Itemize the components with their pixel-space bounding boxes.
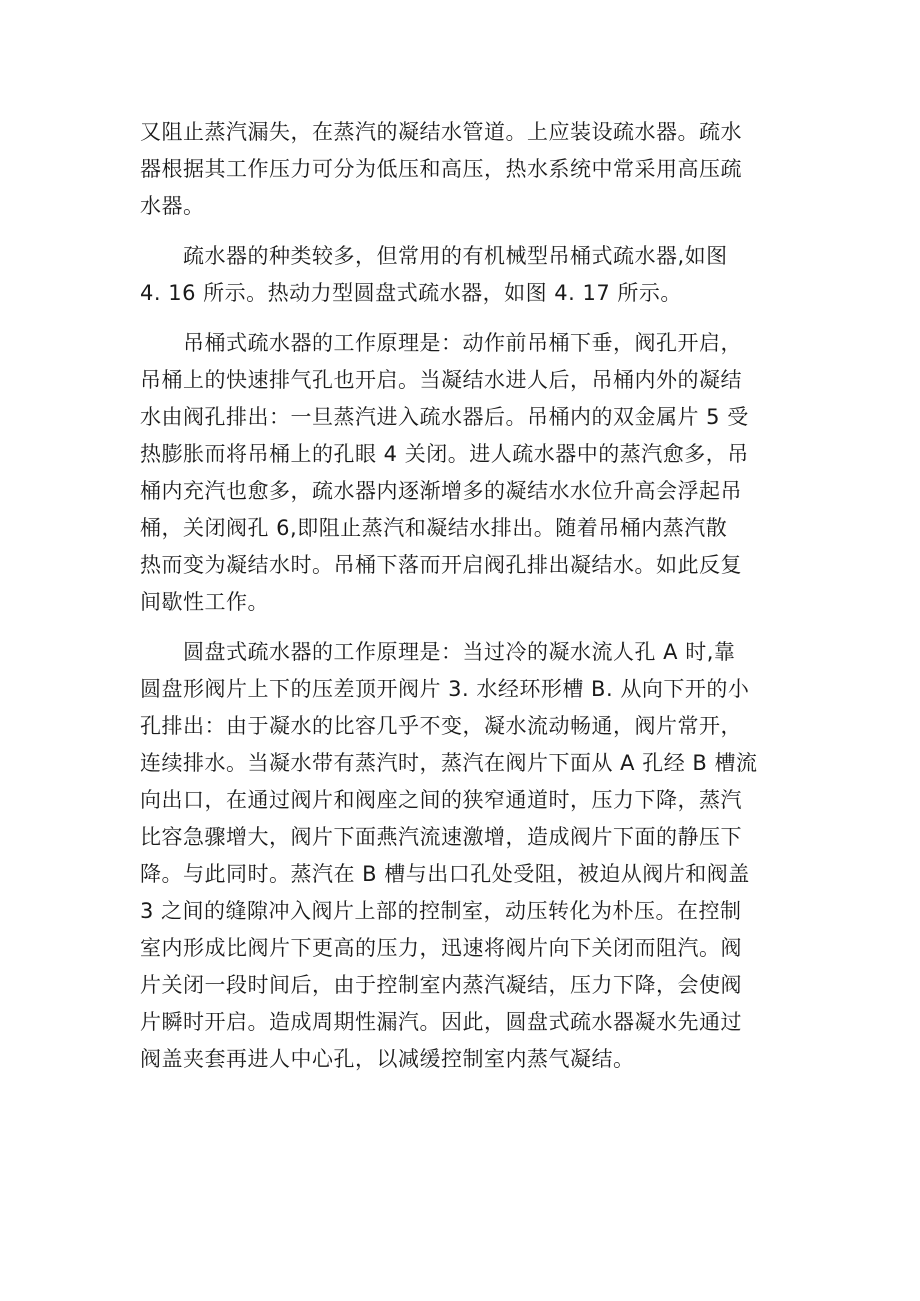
text-line: 水器。 — [140, 194, 205, 218]
paragraph-spacer — [140, 225, 780, 238]
text-line: 水由阀孔排出：一旦蒸汽进入疏水器后。吊桶内的双金属片 5 受 — [140, 405, 749, 429]
text-line: 比容急骤增大，阀片下面燕汽流速激增，造成阀片下面的静压下 — [140, 825, 742, 849]
text-line: 桶，关闭阀孔 6,即阻止蒸汽和凝结水排出。随着吊桶内蒸汽散 — [140, 516, 728, 540]
paragraph-1 — [140, 114, 780, 225]
text-line: 又阻止蒸汽漏失，在蒸汽的凝结水管道。上应装设疏水器。疏水 — [140, 120, 742, 144]
text-line: 热而变为凝结水时。吊桶下落而开启阀孔排出凝结水。如此反复 — [140, 553, 742, 577]
text-line: 吊桶式疏水器的工作原理是：动作前吊桶下垂，阀孔开启， — [140, 331, 742, 355]
text-line: 向出口，在通过阀片和阀座之间的狭窄通道时，压力下降，蒸汽 — [140, 788, 742, 812]
text-line: 间歇性工作。 — [140, 590, 269, 614]
paragraph-2 — [140, 238, 780, 312]
text-line: 圆盘形阀片上下的压差顶开阀片 3. 水经环形槽 B. 从向下开的小 — [140, 677, 750, 701]
text-line: 3 之间的缝隙冲入阀片上部的控制室，动压转化为朴压。在控制 — [140, 899, 742, 923]
text-line: 片瞬时开启。造成周期性漏汽。因此，圆盘式疏水器凝水先通过 — [140, 1010, 742, 1034]
text-line: 4. 16 所示。热动力型圆盘式疏水器，如图 4. 17 所示。 — [140, 281, 682, 305]
text-line: 连续排水。当凝水带有蒸汽时，蒸汽在阀片下面从 A 孔经 B 槽流 — [140, 751, 758, 775]
text-line: 片关闭一段时间后，由于控制室内蒸汽凝结，压力下降，会使阀 — [140, 973, 742, 997]
text-line: 热膨胀而将吊桶上的孔眼 4 关闭。进人疏水器中的蒸汽愈多，吊 — [140, 442, 749, 466]
text-line: 阀盖夹套再进人中心孔，以减缓控制室内蒸气凝结。 — [140, 1047, 635, 1071]
text-line: 桶内充汽也愈多，疏水器内逐渐增多的凝结水水位升高会浮起吊 — [140, 479, 742, 503]
text-line: 疏水器的种类较多，但常用的有机械型吊桶式疏水器,如图 — [140, 244, 728, 268]
text-line: 孔排出：由于凝水的比容几乎不变，凝水流动畅通，阀片常开， — [140, 714, 742, 738]
text-line: 圆盘式疏水器的工作原理是：当过冷的凝水流人孔 A 时,靠 — [140, 640, 736, 664]
text-line: 器根据其工作压力可分为低压和高压，热水系统中常采用高压疏 — [140, 157, 742, 181]
paragraph-spacer — [140, 621, 780, 634]
paragraph-3 — [140, 325, 780, 621]
text-line: 降。与此同时。蒸汽在 B 槽与出口孔处受阻，被迫从阀片和阀盖 — [140, 862, 750, 886]
text-line: 室内形成比阀片下更高的压力，迅速将阀片向下关闭而阻汽。阀 — [140, 936, 742, 960]
paragraph-4 — [140, 634, 780, 1078]
document-body — [140, 114, 780, 1078]
text-line: 吊桶上的快速排气孔也开启。当凝结水进人后，吊桶内外的凝结 — [140, 368, 742, 392]
paragraph-spacer — [140, 312, 780, 325]
